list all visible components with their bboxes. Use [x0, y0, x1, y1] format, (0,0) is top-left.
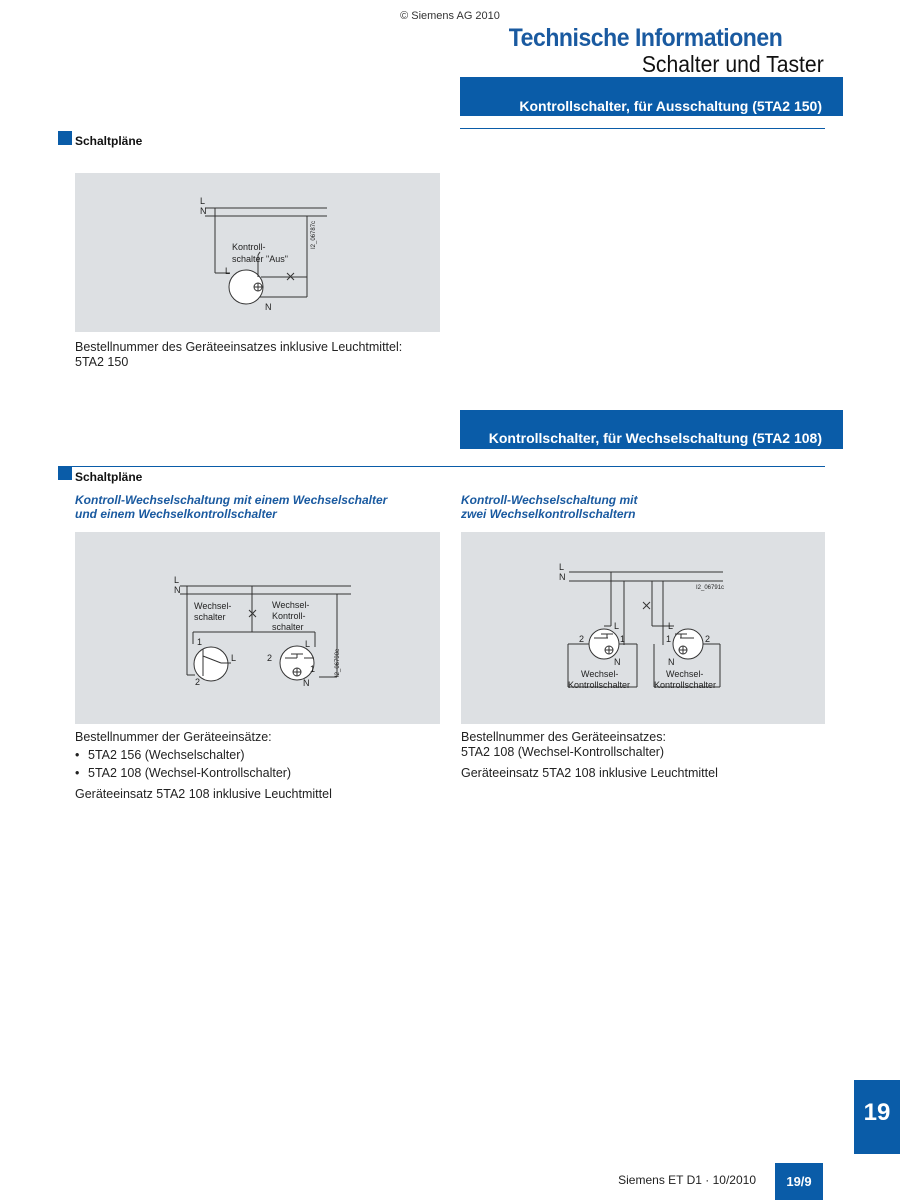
terminal-label: 1: [666, 634, 672, 644]
page-number: 19/9: [775, 1163, 823, 1200]
diagram-caption-right: [461, 493, 831, 521]
list-item: • 5TA2 156 (Wechselschalter): [75, 748, 445, 763]
section-rule: [58, 466, 825, 467]
list-item: • 5TA2 108 (Wechsel-Kontrollschalter): [75, 766, 445, 781]
terminal-label: N: [303, 678, 310, 688]
terminal-label: 1: [197, 637, 203, 647]
caption-line: Kontroll-Wechselschaltung mit einem Wechselschalter: [75, 493, 388, 507]
section-rule: [460, 128, 825, 129]
order-text: [75, 340, 445, 370]
switch1-label: schalter: [194, 612, 226, 622]
diagram-label-n: N: [174, 585, 181, 595]
order-note: Geräteeinsatz 5TA2 108 inklusive Leuchtmittel: [461, 766, 718, 780]
terminal-label: 2: [195, 677, 201, 687]
diagram-caption-left: [75, 493, 445, 521]
wiring-diagram-wechsel-right: [461, 532, 825, 724]
switch-label: Kontroll-: [232, 242, 266, 252]
wiring-diagram-svg: [75, 532, 440, 724]
copyright: © Siemens AG 2010: [400, 10, 500, 22]
switch-b-label: Kontrollschalter: [654, 680, 717, 690]
order-heading: Bestellnummer der Geräteeinsätze:: [75, 730, 272, 744]
chapter-tab: 19: [854, 1080, 900, 1154]
diagram-label-n: N: [200, 206, 207, 216]
switch2-label: schalter: [272, 622, 304, 632]
section-bar-ausschaltung: [460, 77, 843, 116]
caption-line: und einem Wechselkontrollschalter: [75, 507, 277, 521]
terminal-label-n: N: [265, 302, 272, 312]
switch1-label: Wechsel-: [194, 601, 232, 611]
order-text-left: [75, 730, 445, 802]
order-number: 5TA2 150: [75, 355, 129, 369]
terminal-label-l: L: [225, 266, 231, 276]
drawing-code: I2_06787c: [311, 220, 317, 249]
drawing-code: I2_06791c: [696, 585, 725, 591]
terminal-label: 2: [267, 653, 273, 663]
terminal-label: L: [614, 621, 620, 631]
page-subtitle: Schalter und Taster: [642, 51, 824, 77]
order-text-right: [461, 730, 831, 781]
diagram-label-n: N: [559, 572, 566, 582]
terminal-label: 2: [705, 634, 711, 644]
section-bar-title: Kontrollschalter, für Wechselschaltung (5TA2 108): [488, 430, 822, 446]
section-heading: Schaltpläne: [75, 470, 143, 484]
wiring-diagram-wechsel-left: [75, 532, 440, 724]
order-heading: Bestellnummer des Geräteeinsatzes:: [461, 730, 666, 744]
terminal-label: L: [231, 653, 237, 663]
wiring-diagram-ausschaltung: [75, 173, 440, 332]
wiring-diagram-svg: [75, 173, 440, 332]
diagram-label-l: L: [559, 562, 565, 572]
caption-line: zwei Wechselkontrollschaltern: [461, 507, 636, 521]
terminal-label: L: [668, 621, 674, 631]
switch-b-label: Wechsel-: [666, 669, 704, 679]
section-marker: [58, 466, 72, 480]
terminal-label: N: [668, 657, 675, 667]
switch-a-label: Kontrollschalter: [568, 680, 631, 690]
terminal-label: 2: [579, 634, 585, 644]
terminal-label: L: [305, 639, 311, 649]
section-bar-wechselschaltung: [460, 410, 843, 449]
diagram-label-l: L: [174, 575, 180, 585]
section-heading: Schaltpläne: [75, 134, 143, 148]
section-bar-title: Kontrollschalter, für Ausschaltung (5TA2 150): [519, 98, 822, 114]
caption-line: Kontroll-Wechselschaltung mit: [461, 493, 638, 507]
order-line: Bestellnummer des Geräteeinsatzes inklusive Leuchtmittel:: [75, 340, 403, 354]
page-title: Technische Informationen: [508, 24, 782, 52]
switch-label: schalter "Aus": [232, 254, 288, 264]
order-value: 5TA2 108 (Wechsel-Kontrollschalter): [461, 745, 665, 759]
section-marker: [58, 131, 72, 145]
diagram-label-l: L: [200, 196, 206, 206]
switch-a-label: Wechsel-: [581, 669, 619, 679]
terminal-label: 1: [310, 664, 316, 674]
order-note: Geräteeinsatz 5TA2 108 inklusive Leuchtmittel: [75, 787, 332, 801]
switch2-label: Wechsel-: [272, 600, 310, 610]
terminal-label: N: [614, 657, 621, 667]
drawing-code: I2_06790c: [335, 648, 341, 677]
terminal-label: 1: [620, 634, 626, 644]
wiring-diagram-svg: [461, 532, 825, 724]
footer-catalog: Siemens ET D1 · 10/2010: [618, 1173, 756, 1187]
switch2-label: Kontroll-: [272, 611, 306, 621]
